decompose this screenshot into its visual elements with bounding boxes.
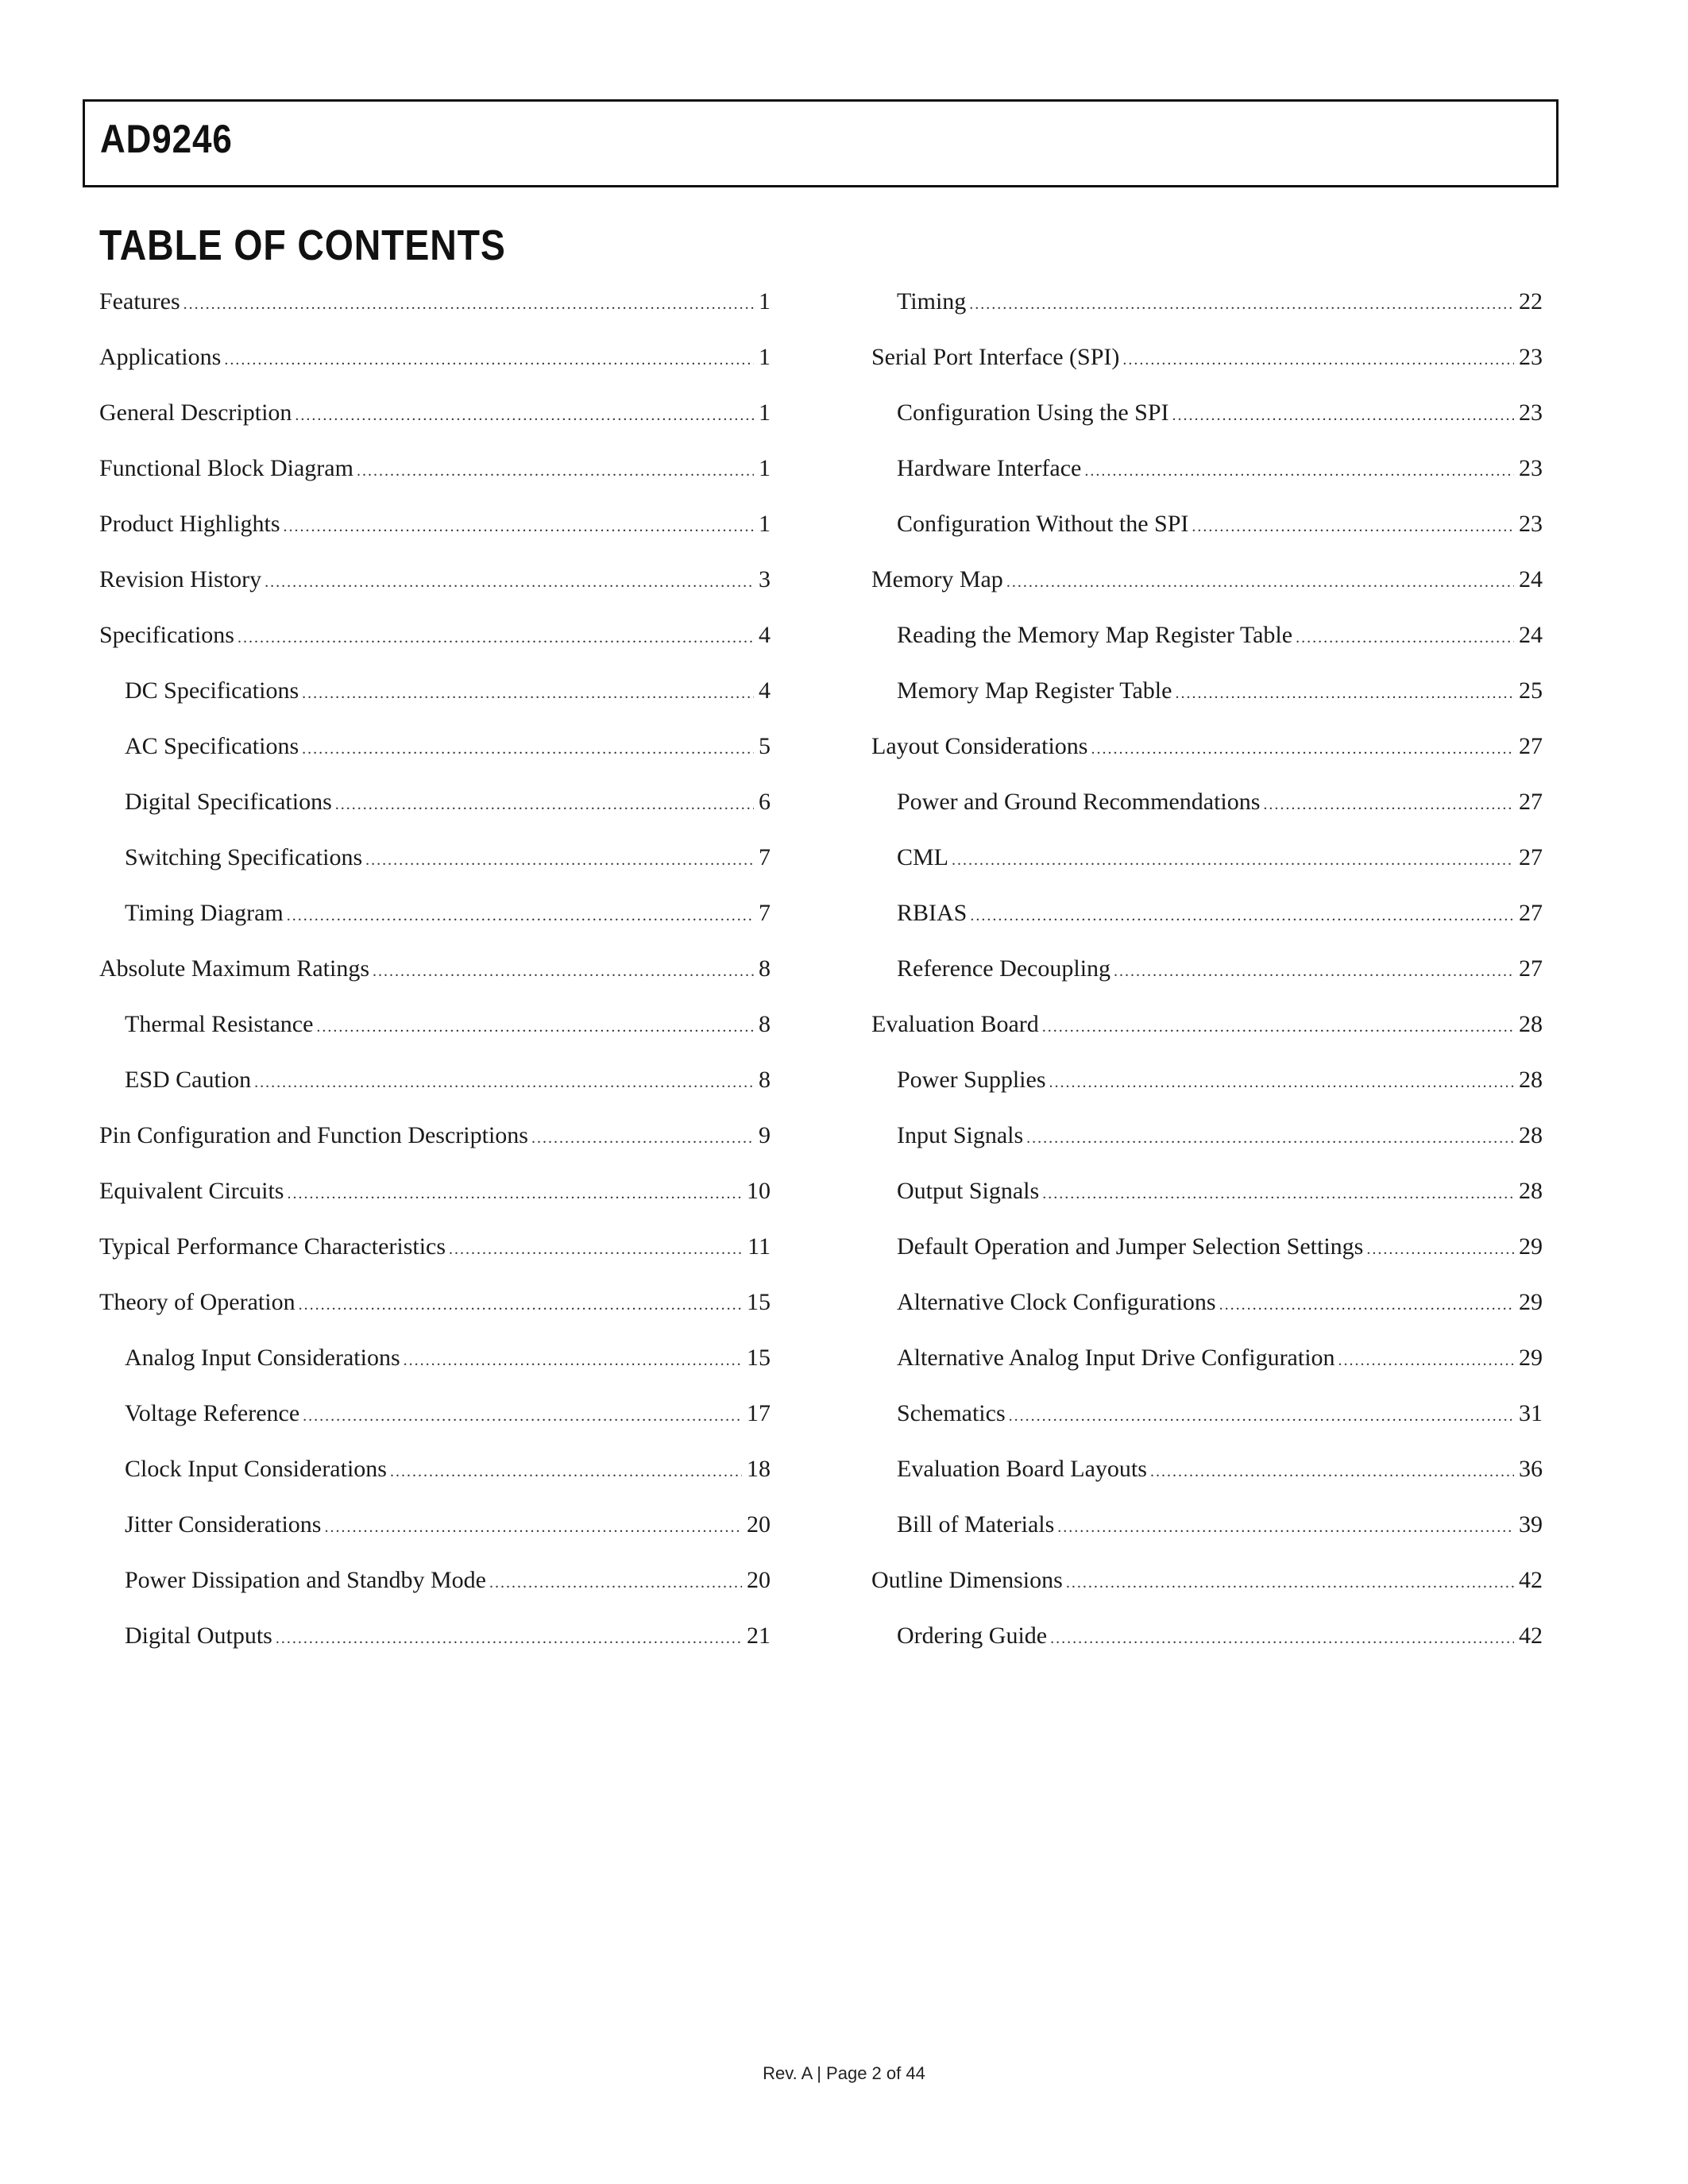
toc-dot-leader (1050, 1624, 1514, 1653)
toc-dot-leader (1219, 1291, 1514, 1319)
toc-entry-page: 10 (747, 1178, 771, 1204)
toc-entry-page: 42 (1519, 1567, 1543, 1593)
toc-entry-label: Functional Block Diagram (99, 455, 353, 481)
toc-entry[interactable] (99, 843, 771, 899)
toc-entry[interactable] (871, 287, 1543, 343)
toc-entry[interactable] (99, 899, 771, 955)
toc-entry-label: Thermal Resistance (125, 1011, 314, 1037)
toc-entry-page: 36 (1519, 1456, 1543, 1482)
toc-entry-label: Input Signals (897, 1122, 1024, 1148)
toc-entry-label: RBIAS (897, 900, 968, 926)
toc-entry-label: Serial Port Interface (SPI) (871, 344, 1120, 370)
toc-entry-page: 27 (1519, 955, 1543, 982)
toc-entry[interactable] (871, 955, 1543, 1010)
toc-dot-leader (316, 1013, 754, 1041)
toc-dot-leader (952, 846, 1514, 874)
toc-dot-leader (238, 623, 754, 652)
toc-entry-page: 15 (747, 1289, 771, 1315)
toc-entry-label: Layout Considerations (871, 733, 1088, 759)
toc-entry-label: Hardware Interface (897, 455, 1082, 481)
toc-entry-label: Timing Diagram (125, 900, 284, 926)
toc-entry[interactable] (99, 955, 771, 1010)
toc-dot-leader (373, 957, 754, 986)
toc-entry-label: Output Signals (897, 1178, 1040, 1204)
toc-dot-leader (276, 1624, 742, 1653)
toc-dot-leader (1192, 512, 1514, 541)
toc-entry-page: 1 (759, 344, 771, 370)
toc-left-column (99, 287, 771, 1677)
toc-title: TABLE OF CONTENTS (99, 222, 506, 269)
toc-entry-page: 15 (747, 1345, 771, 1371)
toc-entry-page: 20 (747, 1511, 771, 1538)
toc-dot-leader (324, 1513, 742, 1542)
toc-entry[interactable] (99, 1344, 771, 1399)
toc-entry[interactable] (871, 1622, 1543, 1677)
toc-entry-page: 17 (747, 1400, 771, 1426)
toc-dot-leader (287, 1179, 742, 1208)
toc-entry[interactable] (871, 621, 1543, 677)
toc-entry-page: 7 (759, 844, 771, 870)
toc-entry-page: 1 (759, 455, 771, 481)
toc-entry-page: 22 (1519, 288, 1543, 314)
toc-entry-label: ESD Caution (125, 1067, 252, 1093)
toc-entry-page: 7 (759, 900, 771, 926)
toc-entry-label: Power Dissipation and Standby Mode (125, 1567, 486, 1593)
toc-dot-leader (265, 568, 754, 596)
toc-entry[interactable] (871, 1010, 1543, 1066)
toc-entry-page: 24 (1519, 566, 1543, 592)
toc-entry-page: 20 (747, 1567, 771, 1593)
toc-entry-label: Configuration Using the SPI (897, 399, 1169, 426)
toc-entry[interactable] (99, 510, 771, 565)
toc-dot-leader (183, 290, 754, 318)
toc-entry-label: Specifications (99, 622, 234, 648)
toc-dot-leader (1263, 790, 1514, 819)
toc-entry-page: 8 (759, 1011, 771, 1037)
toc-entry[interactable] (871, 510, 1543, 565)
toc-entry-page: 24 (1519, 622, 1543, 648)
toc-entry-label: Absolute Maximum Ratings (99, 955, 369, 982)
toc-dot-leader (284, 512, 754, 541)
toc-dot-leader (1066, 1569, 1514, 1597)
toc-entry-label: Applications (99, 344, 222, 370)
toc-entry-label: Theory of Operation (99, 1289, 295, 1315)
toc-entry-label: Alternative Analog Input Drive Configuration (897, 1345, 1335, 1371)
toc-entry-label: Power Supplies (897, 1067, 1046, 1093)
toc-right-column (871, 287, 1543, 1677)
toc-dot-leader (1006, 568, 1514, 596)
toc-entry-label: Features (99, 288, 180, 314)
toc-entry[interactable] (99, 454, 771, 510)
toc-entry-label: Product Highlights (99, 511, 280, 537)
toc-entry[interactable] (99, 1566, 771, 1622)
toc-dot-leader (1026, 1124, 1514, 1152)
toc-entry[interactable] (99, 732, 771, 788)
toc-dot-leader (224, 345, 754, 374)
page-footer: Rev. A | Page 2 of 44 (763, 2063, 925, 2083)
toc-entry-page: 8 (759, 955, 771, 982)
toc-entry-page: 6 (759, 789, 771, 815)
toc-entry[interactable] (99, 1177, 771, 1233)
toc-entry-page: 4 (759, 677, 771, 704)
toc-dot-leader (1084, 457, 1514, 485)
toc-entry-page: 21 (747, 1623, 771, 1649)
toc-entry[interactable] (871, 343, 1543, 399)
toc-entry-label: Evaluation Board Layouts (897, 1456, 1147, 1482)
toc-entry-page: 42 (1519, 1623, 1543, 1649)
toc-entry-page: 18 (747, 1456, 771, 1482)
toc-entry-page: 1 (759, 511, 771, 537)
toc-dot-leader (1042, 1013, 1514, 1041)
toc-dot-leader (302, 735, 754, 763)
toc-entry-page: 39 (1519, 1511, 1543, 1538)
toc-entry-page: 23 (1519, 455, 1543, 481)
toc-entry[interactable] (871, 843, 1543, 899)
toc-entry[interactable] (871, 1121, 1543, 1177)
toc-entry[interactable] (99, 343, 771, 399)
toc-entry-page: 23 (1519, 399, 1543, 426)
toc-dot-leader (1009, 1402, 1514, 1430)
toc-entry-label: Memory Map Register Table (897, 677, 1172, 704)
toc-entry-page: 5 (759, 733, 771, 759)
toc-entry-page: 28 (1519, 1122, 1543, 1148)
toc-entry-label: Ordering Guide (897, 1623, 1048, 1649)
toc-entry-page: 31 (1519, 1400, 1543, 1426)
toc-entry[interactable] (871, 1455, 1543, 1511)
toc-dot-leader (254, 1068, 754, 1097)
toc-entry-label: Digital Specifications (125, 789, 332, 815)
toc-entry[interactable] (99, 287, 771, 343)
toc-entry[interactable] (871, 399, 1543, 454)
toc-entry-label: CML (897, 844, 949, 870)
toc-entry[interactable] (99, 788, 771, 843)
toc-entry[interactable] (871, 1399, 1543, 1455)
toc-entry-page: 8 (759, 1067, 771, 1093)
toc-entry-page: 27 (1519, 789, 1543, 815)
toc-dot-leader (1057, 1513, 1514, 1542)
toc-entry[interactable] (99, 677, 771, 732)
toc-entry-label: Power and Ground Recommendations (897, 789, 1261, 815)
toc-entry-label: Evaluation Board (871, 1011, 1039, 1037)
toc-entry-page: 4 (759, 622, 771, 648)
toc-entry-page: 28 (1519, 1067, 1543, 1093)
toc-dot-leader (390, 1457, 742, 1486)
toc-entry-page: 3 (759, 566, 771, 592)
toc-dot-leader (1150, 1457, 1514, 1486)
toc-entry[interactable] (99, 1399, 771, 1455)
toc-dot-leader (969, 290, 1514, 318)
toc-entry-label: General Description (99, 399, 292, 426)
toc-entry-page: 9 (759, 1122, 771, 1148)
toc-entry-page: 28 (1519, 1178, 1543, 1204)
toc-entry-label: Alternative Clock Configurations (897, 1289, 1216, 1315)
toc-entry-page: 29 (1519, 1289, 1543, 1315)
toc-dot-leader (1114, 957, 1514, 986)
toc-entry-label: Bill of Materials (897, 1511, 1055, 1538)
toc-entry[interactable] (99, 621, 771, 677)
toc-entry-label: Pin Configuration and Function Descriptions (99, 1122, 528, 1148)
toc-entry-page: 25 (1519, 677, 1543, 704)
toc-dot-leader (302, 679, 754, 708)
toc-dot-leader (1091, 735, 1514, 763)
toc-entry[interactable] (99, 1455, 771, 1511)
toc-entry-page: 1 (759, 288, 771, 314)
toc-entry-label: Schematics (897, 1400, 1006, 1426)
toc-dot-leader (1296, 623, 1514, 652)
toc-dot-leader (1042, 1179, 1514, 1208)
toc-entry[interactable] (871, 1177, 1543, 1233)
toc-entry-label: Configuration Without the SPI (897, 511, 1189, 537)
toc-entry-label: Typical Performance Characteristics (99, 1233, 446, 1260)
toc-entry-page: 28 (1519, 1011, 1543, 1037)
toc-entry-label: Reference Decoupling (897, 955, 1111, 982)
toc-dot-leader (295, 401, 754, 430)
part-number: AD9246 (100, 117, 233, 161)
toc-dot-leader (1175, 679, 1514, 708)
toc-entry[interactable] (871, 1344, 1543, 1399)
toc-entry[interactable] (871, 565, 1543, 621)
toc-entry-label: Reading the Memory Map Register Table (897, 622, 1293, 648)
toc-entry[interactable] (871, 677, 1543, 732)
toc-dot-leader (531, 1124, 754, 1152)
toc-dot-leader (404, 1346, 742, 1375)
toc-dot-leader (1366, 1235, 1514, 1264)
toc-entry-page: 29 (1519, 1345, 1543, 1371)
toc-entry-label: AC Specifications (125, 733, 299, 759)
toc-entry-page: 23 (1519, 344, 1543, 370)
toc-entry[interactable] (871, 1566, 1543, 1622)
toc-entry[interactable] (99, 1066, 771, 1121)
toc-dot-leader (449, 1235, 743, 1264)
toc-entry[interactable] (871, 1066, 1543, 1121)
toc-dot-leader (489, 1569, 742, 1597)
toc-entry-page: 27 (1519, 844, 1543, 870)
toc-entry-label: Switching Specifications (125, 844, 363, 870)
toc-entry[interactable] (871, 1511, 1543, 1566)
toc-entry[interactable] (99, 1010, 771, 1066)
toc-entry-page: 11 (747, 1233, 771, 1260)
toc-dot-leader (335, 790, 754, 819)
toc-dot-leader (357, 457, 754, 485)
toc-entry[interactable] (871, 788, 1543, 843)
toc-entry-page: 27 (1519, 900, 1543, 926)
toc-dot-leader (299, 1291, 742, 1319)
toc-entry-page: 29 (1519, 1233, 1543, 1260)
toc-dot-leader (287, 901, 754, 930)
toc-entry-label: Voltage Reference (125, 1400, 300, 1426)
toc-entry-label: DC Specifications (125, 677, 299, 704)
toc-entry-label: Revision History (99, 566, 262, 592)
toc-entry[interactable] (99, 1511, 771, 1566)
toc-entry[interactable] (871, 1288, 1543, 1344)
toc-entry-label: Analog Input Considerations (125, 1345, 400, 1371)
toc-entry-label: Digital Outputs (125, 1623, 272, 1649)
toc-entry[interactable] (99, 399, 771, 454)
toc-dot-leader (365, 846, 754, 874)
toc-entry-page: 27 (1519, 733, 1543, 759)
toc-entry[interactable] (99, 1121, 771, 1177)
toc-entry-label: Timing (897, 288, 967, 314)
toc-dot-leader (1122, 345, 1514, 374)
toc-entry[interactable] (871, 1233, 1543, 1288)
toc-entry[interactable] (99, 1288, 771, 1344)
toc-dot-leader (970, 901, 1514, 930)
toc-entry-label: Outline Dimensions (871, 1567, 1063, 1593)
toc-entry-label: Clock Input Considerations (125, 1456, 387, 1482)
toc-entry-label: Jitter Considerations (125, 1511, 322, 1538)
toc-entry[interactable] (99, 565, 771, 621)
toc-entry-page: 1 (759, 399, 771, 426)
toc-dot-leader (1172, 401, 1515, 430)
toc-entry-label: Equivalent Circuits (99, 1178, 284, 1204)
toc-entry[interactable] (871, 454, 1543, 510)
toc-entry[interactable] (871, 732, 1543, 788)
toc-entry[interactable] (871, 899, 1543, 955)
toc-entry-label: Default Operation and Jumper Selection Settings (897, 1233, 1364, 1260)
toc-entry[interactable] (99, 1233, 771, 1288)
document-header-box (83, 99, 1559, 187)
toc-entry-page: 23 (1519, 511, 1543, 537)
toc-dot-leader (1049, 1068, 1515, 1097)
toc-dot-leader (303, 1402, 742, 1430)
toc-entry[interactable] (99, 1622, 771, 1677)
toc-dot-leader (1338, 1346, 1514, 1375)
toc-entry-label: Memory Map (871, 566, 1003, 592)
